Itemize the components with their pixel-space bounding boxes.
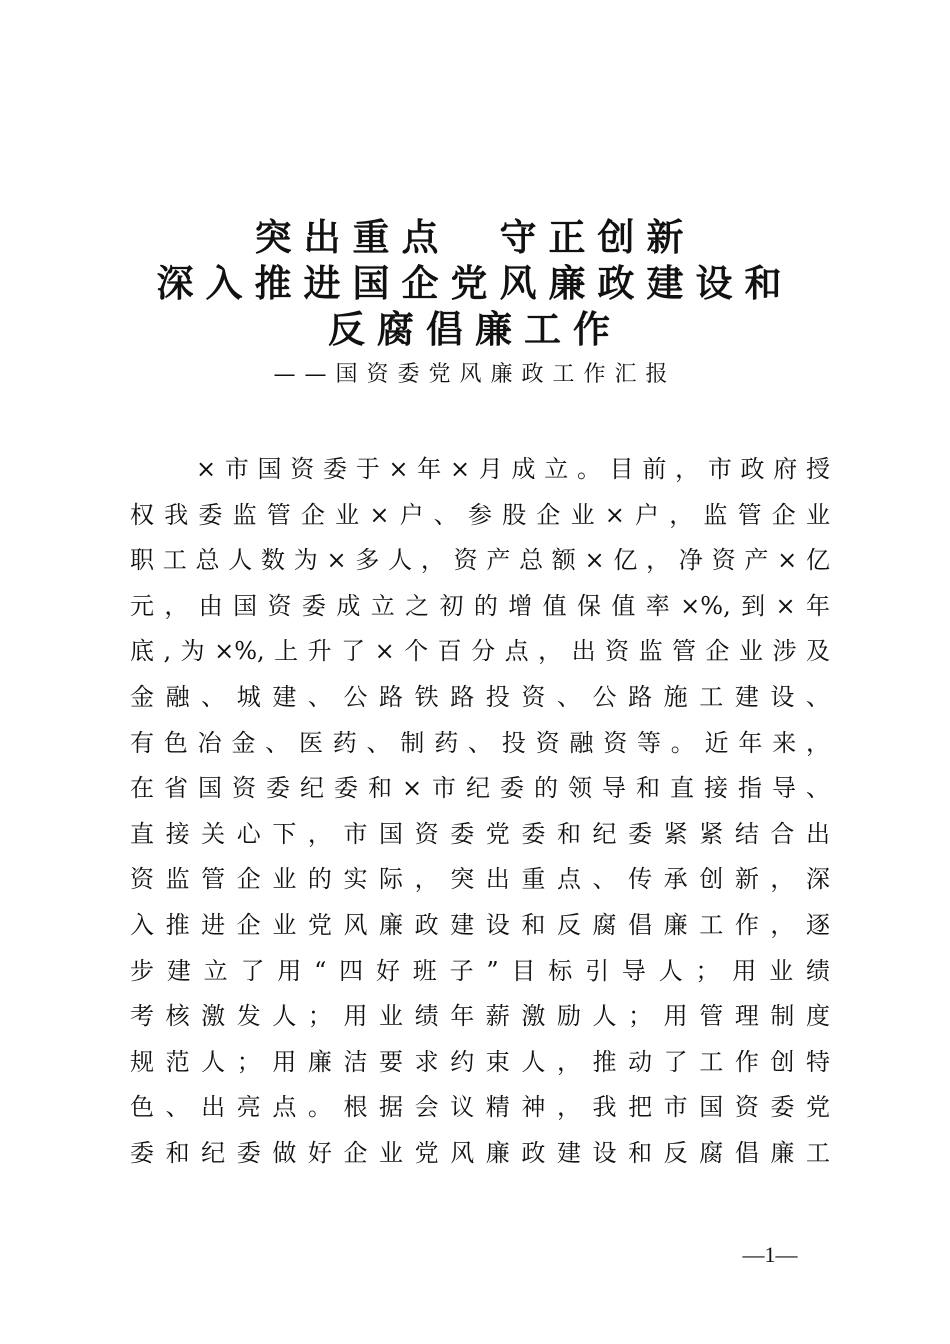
title-line-3: 反腐倡廉工作 [328, 307, 622, 351]
body-line: ×市国资委于×年×月成立。目前，市政府授 [196, 455, 830, 483]
body-line: 直接关心下，市国资委党委和纪委紧紧结合出 [130, 819, 830, 848]
body-line: 权我委监管企业×户、参股企业×户，监管企业 [130, 500, 830, 529]
body-line: 委和纪委做好企业党风廉政建设和反腐倡廉工 [130, 1138, 830, 1167]
page-number: —1— [742, 1242, 798, 1267]
body-line: 元，由国资委成立之初的增值保值率×%,到×年 [130, 591, 830, 620]
body-line: 色、出亮点。根据会议精神，我把市国资委党 [130, 1093, 830, 1122]
body-line: 有色冶金、医药、制药、投资融资等。近年来， [130, 728, 830, 757]
body-line: 底,为×%,上升了×个百分点，出资监管企业涉及 [130, 637, 830, 666]
body-line: 入推进企业党风廉政建设和反腐倡廉工作，逐 [130, 910, 830, 939]
title-line-2: 深入推进国企党风廉政建设和 [156, 261, 794, 305]
body-paragraph [130, 447, 830, 1177]
body-line: 职工总人数为×多人，资产总额×亿，净资产×亿 [130, 546, 830, 575]
body-line: 在省国资委纪委和×市纪委的领导和直接指导、 [130, 774, 830, 803]
body-line: 规范人；用廉洁要求约束人，推动了工作创特 [130, 1047, 830, 1076]
document-subtitle: ——国资委党风廉政工作汇报 [273, 362, 677, 387]
title-line-1: 突出重点 守正创新 [254, 215, 696, 259]
body-line: 金融、城建、公路铁路投资、公路施工建设、 [130, 682, 830, 711]
body-line: 考核激发人；用业绩年薪激励人；用管理制度 [130, 1002, 830, 1031]
body-line: 资监管企业的实际，突出重点、传承创新，深 [130, 865, 830, 894]
body-line: 步建立了用“四好班子”目标引导人；用业绩 [130, 956, 830, 985]
